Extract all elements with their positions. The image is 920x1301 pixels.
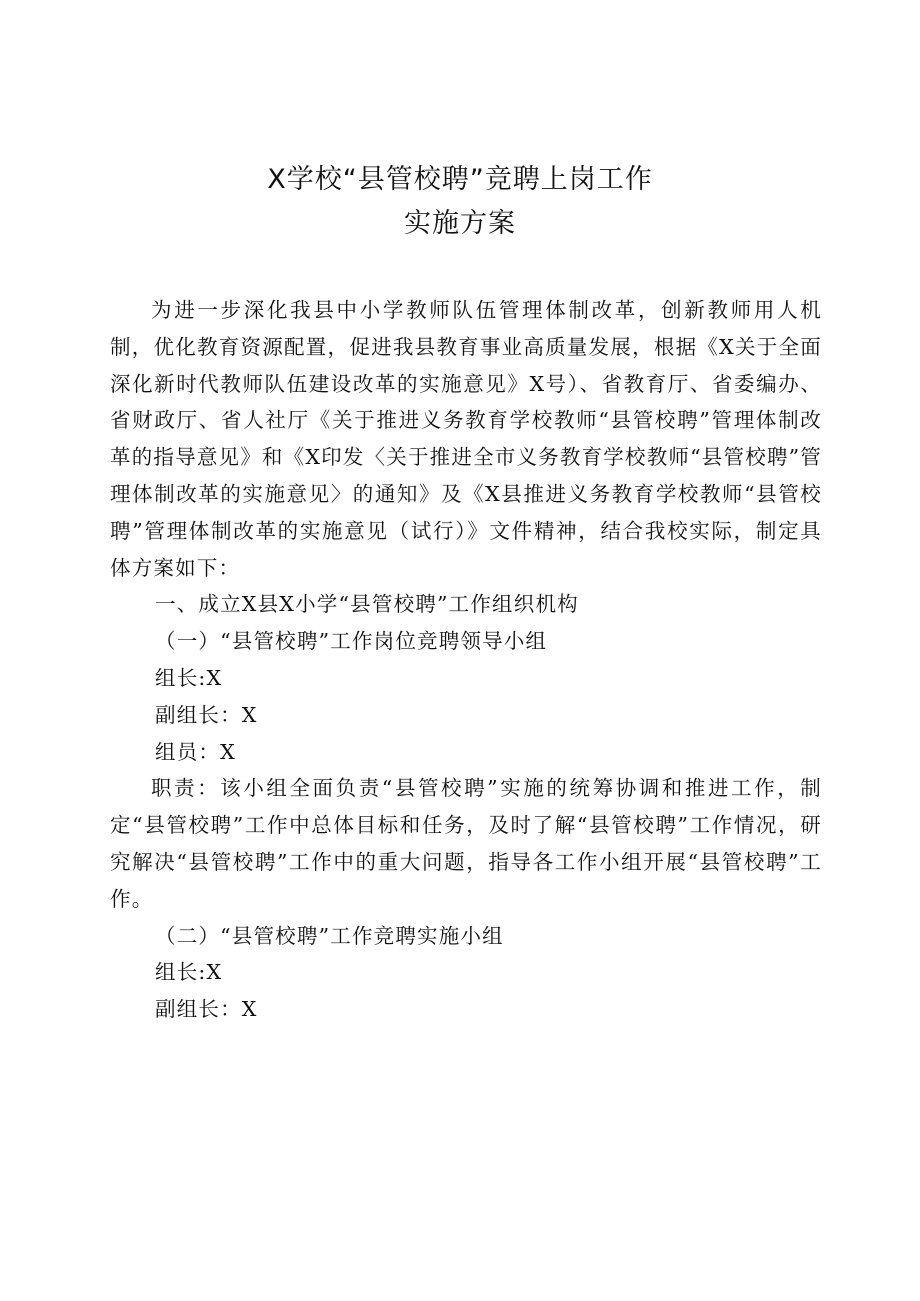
group-1-members: 组员：X xyxy=(155,739,236,764)
group-2-deputy-leader: 副组长：X xyxy=(155,997,258,1022)
group-2-leader: 组长:X xyxy=(155,960,223,985)
document-body xyxy=(110,292,822,1028)
group-1-duties: 职责：该小组全面负责“县管校聘”实施的统筹协调和推进工作，制定“县管校聘”工作中总体目标和任务，及时了解“县管校聘”工作情况，研究解决“县管校聘”工作中的重大问题，指导各工作小组开展“县管校聘”工作。 xyxy=(110,776,822,911)
section-1-heading: 一、成立X县X小学“县管校聘”工作组织机构 xyxy=(155,592,579,617)
group-1-leader: 组长:X xyxy=(155,665,223,690)
document-title xyxy=(0,158,920,246)
title-line-1: X学校“县管校聘”竞聘上岗工作 xyxy=(267,164,653,195)
group-1-heading: （一）“县管校聘”工作岗位竞聘领导小组 xyxy=(155,629,548,654)
title-line-2: 实施方案 xyxy=(404,208,516,239)
group-2-heading: （二）“县管校聘”工作竞聘实施小组 xyxy=(155,923,504,948)
intro-paragraph: 为进一步深化我县中小学教师队伍管理体制改革，创新教师用人机制，优化教育资源配置，促进我县教育事业高质量发展，根据《X关于全面深化新时代教师队伍建设改革的实施意见》X号）、省教育厅、省委编办、省财政厅、省人社厅《关于推进义务教育学校教师“县管校聘”管理体制改革的指导意见》和《X印发〈关于推进全市义务教育学校教师“县管校聘”管理体制改革的实施意见〉的通知》及《X县推进义务教育学校教师“县管校聘”管理体制改革的实施意见（试行）》文件精神，结合我校实际，制定具体方案如下： xyxy=(110,298,822,580)
group-1-deputy-leader: 副组长：X xyxy=(155,702,258,727)
